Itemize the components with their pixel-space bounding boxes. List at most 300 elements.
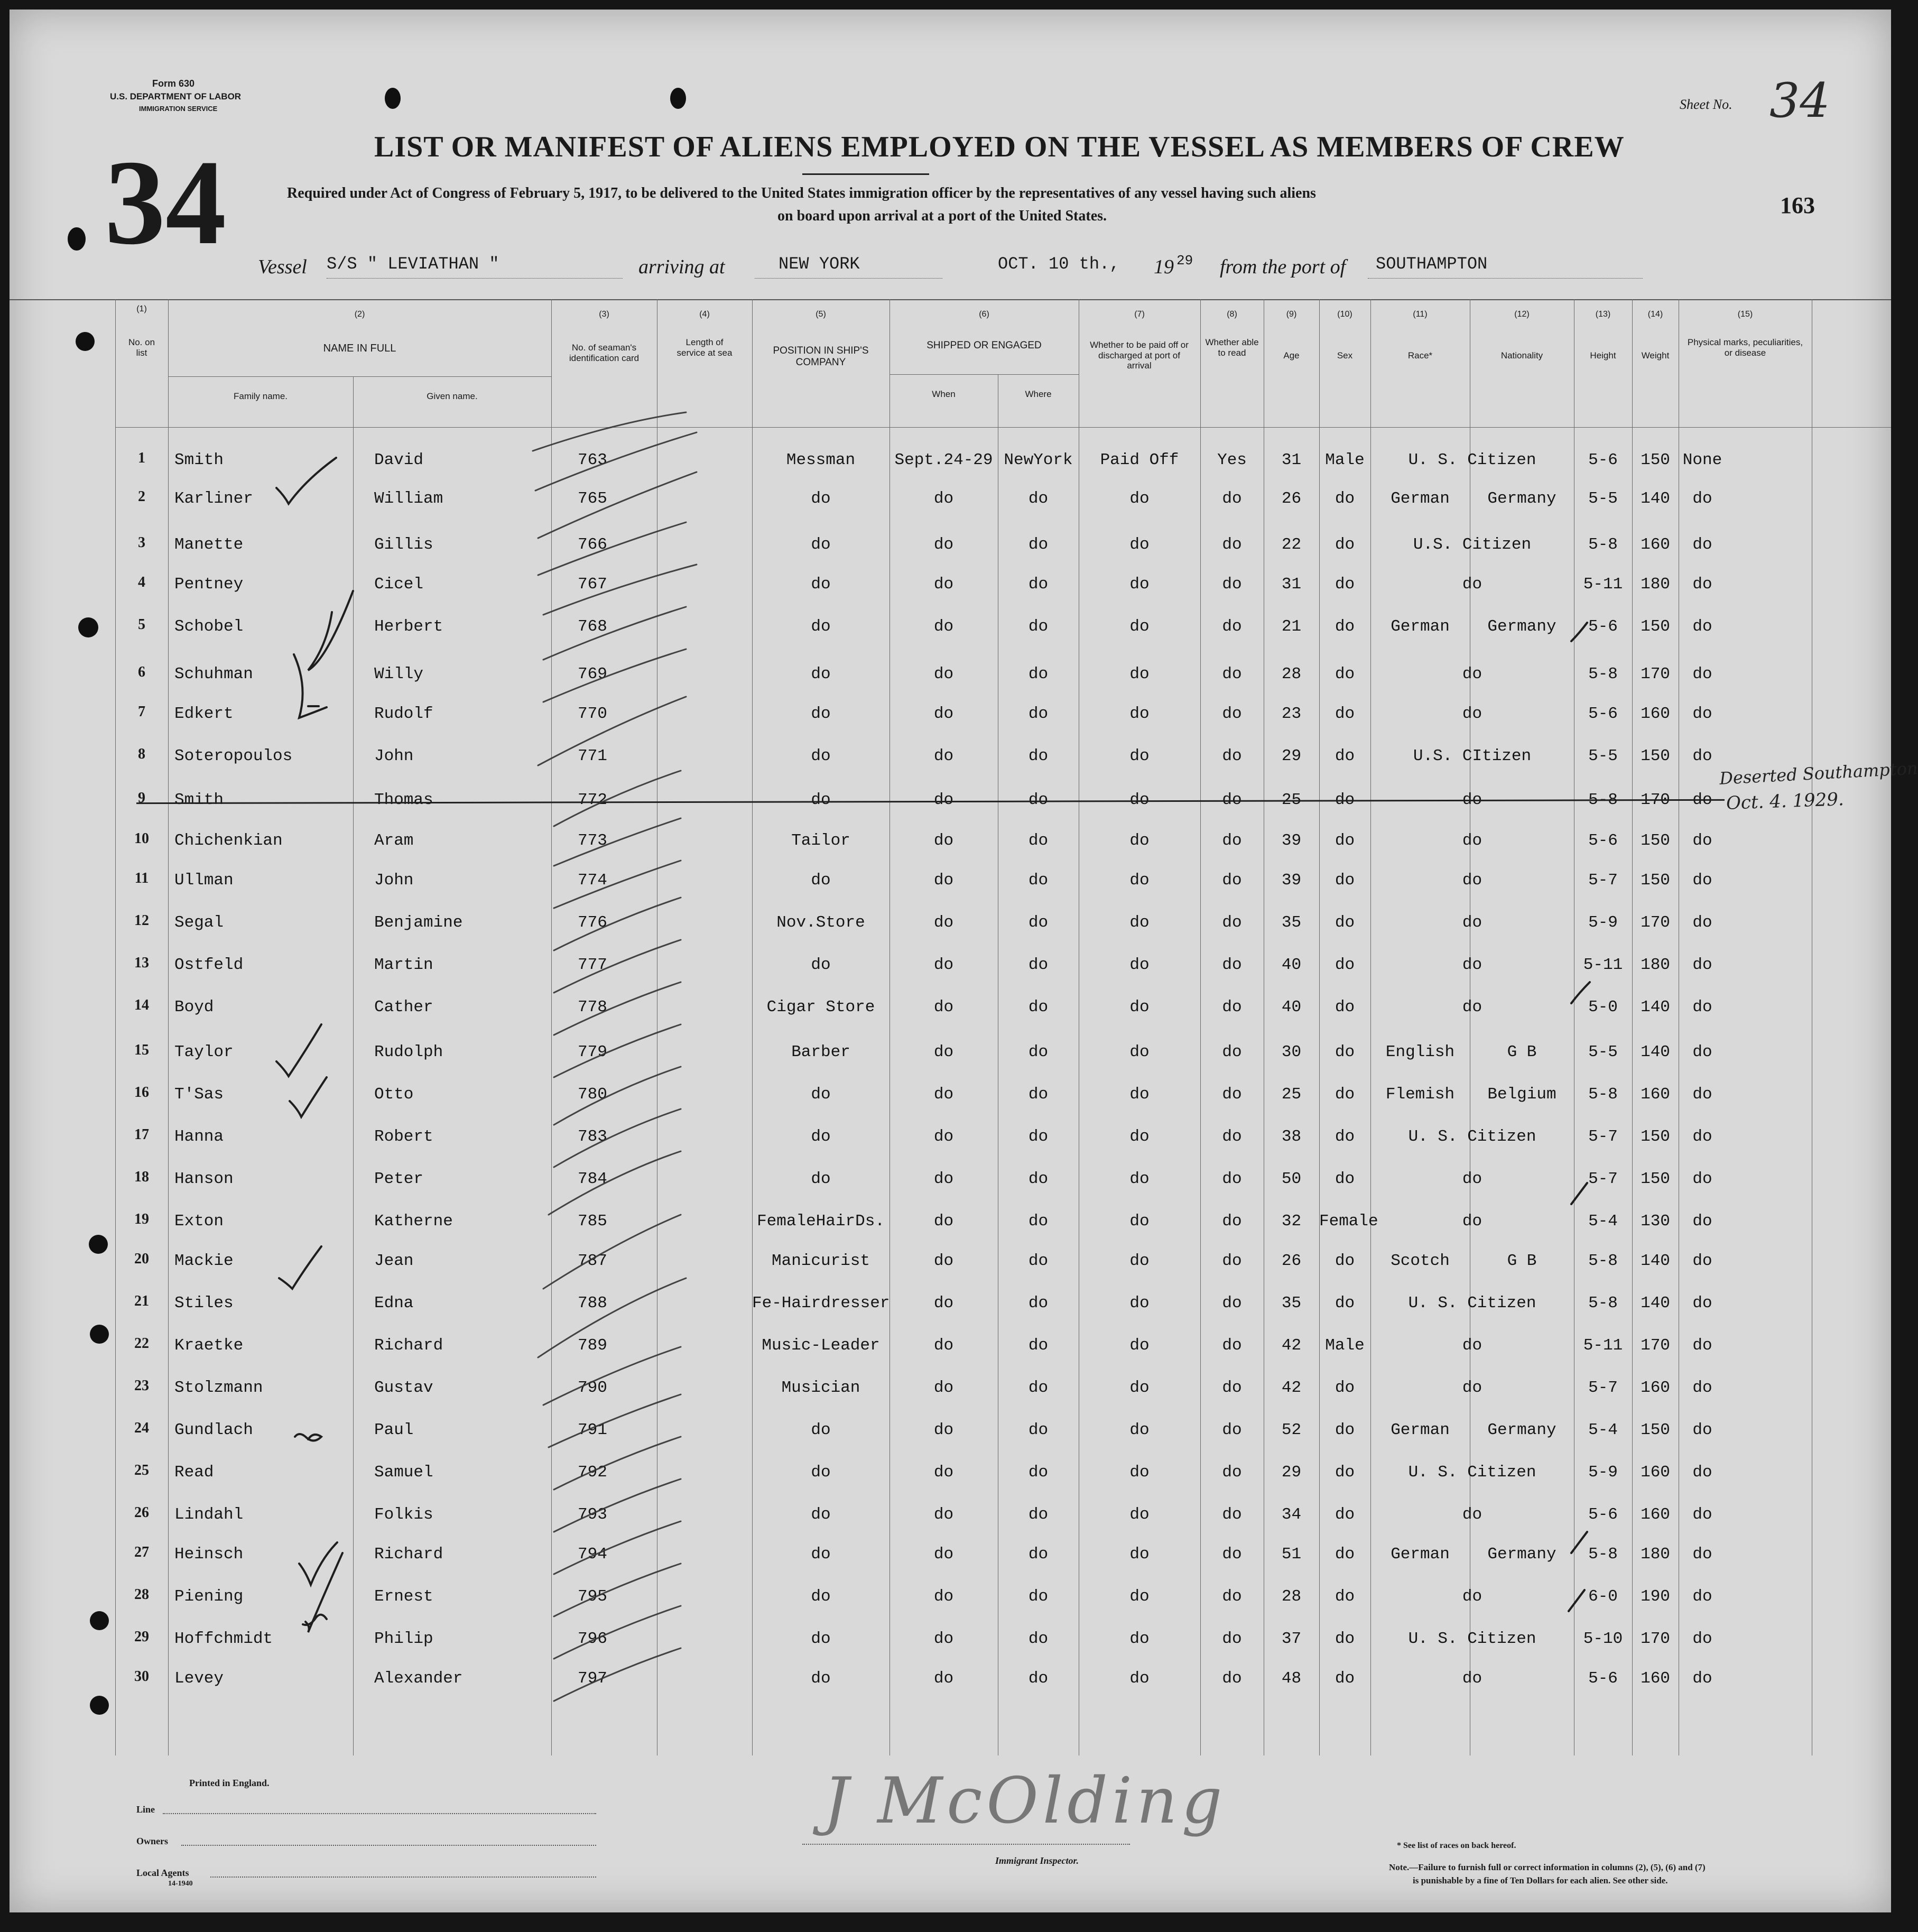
vessel-name: S/S " LEVIATHAN " bbox=[327, 254, 499, 274]
cell-family: Heinsch bbox=[174, 1545, 244, 1564]
cell-weight: 140 bbox=[1641, 489, 1670, 508]
punch-hole bbox=[89, 1235, 108, 1254]
cell-race: do bbox=[1462, 1336, 1482, 1355]
cell-when: do bbox=[933, 871, 954, 890]
cell-given: Ernest bbox=[374, 1587, 433, 1606]
cell-given: William bbox=[374, 489, 443, 508]
cell-given: Samuel bbox=[374, 1463, 433, 1482]
cell-paid: do bbox=[1129, 1669, 1150, 1688]
cell-read: do bbox=[1222, 956, 1242, 974]
cell-race: U. S. Citizen bbox=[1408, 1294, 1536, 1312]
row-number: 23 bbox=[134, 1378, 149, 1394]
cell-given: Cicel bbox=[374, 575, 424, 594]
cell-given: Otto bbox=[374, 1085, 414, 1104]
cell-position: do bbox=[811, 1545, 831, 1564]
cell-sex: do bbox=[1335, 705, 1355, 723]
row-number: 13 bbox=[134, 955, 149, 971]
cell-where: do bbox=[1028, 1463, 1049, 1482]
cell-weight: 150 bbox=[1641, 831, 1670, 850]
cell-read: do bbox=[1222, 1336, 1242, 1355]
cell-where: NewYork bbox=[1004, 451, 1073, 469]
cell-where: do bbox=[1028, 575, 1049, 594]
cell-position: do bbox=[811, 665, 831, 683]
cell-when: do bbox=[933, 535, 954, 554]
cell-weight: 150 bbox=[1641, 1421, 1670, 1439]
cell-paid: do bbox=[1129, 1587, 1150, 1606]
col-rule bbox=[1370, 299, 1371, 1755]
col10-header: Sex bbox=[1337, 350, 1353, 360]
cell-position: do bbox=[811, 1085, 831, 1104]
cell-age: 31 bbox=[1281, 451, 1302, 469]
cell-card: 788 bbox=[578, 1294, 607, 1312]
row-number: 4 bbox=[138, 574, 145, 590]
cell-weight: 160 bbox=[1641, 1505, 1670, 1524]
cell-family: T'Sas bbox=[174, 1085, 224, 1104]
penalty-note: is punishable by a fine of Ten Dollars for each alien. See other side. bbox=[1413, 1875, 1668, 1885]
cell-card: 793 bbox=[578, 1505, 607, 1524]
row-number: 3 bbox=[138, 534, 145, 551]
cell-race: U. S. Citizen bbox=[1408, 1463, 1536, 1482]
footer-owners-label: Owners bbox=[136, 1836, 168, 1846]
col-rule bbox=[752, 299, 753, 1755]
cell-where: do bbox=[1028, 747, 1049, 765]
cell-sex: do bbox=[1335, 1170, 1355, 1188]
cell-where: do bbox=[1028, 1545, 1049, 1564]
cell-position: do bbox=[811, 1505, 831, 1524]
cell-given: Philip bbox=[374, 1630, 433, 1648]
cell-weight: 170 bbox=[1641, 1630, 1670, 1648]
cell-family: Taylor bbox=[174, 1043, 234, 1061]
cell-when: do bbox=[933, 1336, 954, 1355]
cell-race: do bbox=[1462, 575, 1482, 594]
cell-position: do bbox=[811, 1463, 831, 1482]
deserted-note: Deserted Southampton bbox=[1719, 758, 1918, 789]
cell-age: 34 bbox=[1281, 1505, 1302, 1524]
cell-when: do bbox=[933, 1379, 954, 1397]
cell-weight: 150 bbox=[1641, 617, 1670, 636]
cell-marks: do bbox=[1692, 1587, 1712, 1606]
cell-weight: 130 bbox=[1641, 1212, 1670, 1231]
cell-family: Segal bbox=[174, 913, 224, 932]
row-number: 6 bbox=[138, 664, 145, 680]
cell-height: 5-8 bbox=[1588, 1545, 1618, 1564]
form-title: LIST OR MANIFEST OF ALIENS EMPLOYED ON THE VESSEL AS MEMBERS OF CREW bbox=[374, 131, 1625, 163]
cell-sex: do bbox=[1335, 575, 1355, 594]
cell-paid: do bbox=[1129, 535, 1150, 554]
cell-weight: 170 bbox=[1641, 1336, 1670, 1355]
cell-weight: 150 bbox=[1641, 871, 1670, 890]
arriving-label: arriving at bbox=[638, 256, 725, 278]
cell-family: Manette bbox=[174, 535, 244, 554]
cell-marks: do bbox=[1692, 1379, 1712, 1397]
cell-age: 26 bbox=[1281, 489, 1302, 508]
cell-weight: 150 bbox=[1641, 1170, 1670, 1188]
vessel-line-rule bbox=[327, 278, 623, 279]
cell-race: do bbox=[1462, 705, 1482, 723]
cell-position: Tailor bbox=[791, 831, 850, 850]
punch-hole bbox=[76, 332, 95, 351]
cell-when: do bbox=[933, 575, 954, 594]
cell-weight: 180 bbox=[1641, 956, 1670, 974]
cell-nationality: G B bbox=[1507, 1043, 1537, 1061]
big-sheet-number: 34 bbox=[105, 135, 226, 270]
cell-family: Smith bbox=[174, 451, 224, 469]
cell-read: do bbox=[1222, 1421, 1242, 1439]
cell-when: do bbox=[933, 831, 954, 850]
cell-given: Martin bbox=[374, 956, 433, 974]
cell-read: do bbox=[1222, 913, 1242, 932]
cell-when: Sept.24-29 bbox=[894, 451, 993, 469]
cell-when: do bbox=[933, 1252, 954, 1270]
cell-height: 5-9 bbox=[1588, 1463, 1618, 1482]
punch-hole bbox=[90, 1696, 109, 1715]
cell-race: U. S. Citizen bbox=[1408, 1127, 1536, 1146]
cell-weight: 170 bbox=[1641, 913, 1670, 932]
cell-height: 5-5 bbox=[1588, 747, 1618, 765]
cell-where: do bbox=[1028, 998, 1049, 1016]
cell-height: 6-0 bbox=[1588, 1587, 1618, 1606]
cell-family: Hanna bbox=[174, 1127, 224, 1146]
col2-number: (2) bbox=[354, 310, 365, 319]
cell-sex: do bbox=[1335, 1463, 1355, 1482]
cell-race: Scotch bbox=[1391, 1252, 1450, 1270]
cell-card: 780 bbox=[578, 1085, 607, 1104]
col-rule bbox=[1200, 299, 1201, 1755]
cell-age: 51 bbox=[1281, 1545, 1302, 1564]
cell-race: German bbox=[1391, 489, 1450, 508]
immigrant-inspector-label: Immigrant Inspector. bbox=[995, 1855, 1079, 1866]
footer-form-code: 14-1940 bbox=[168, 1880, 193, 1888]
col1-header: No. on list bbox=[128, 337, 155, 358]
cell-age: 48 bbox=[1281, 1669, 1302, 1688]
cell-weight: 170 bbox=[1641, 665, 1670, 683]
cell-paid: do bbox=[1129, 1127, 1150, 1146]
year-suffix: 29 bbox=[1176, 253, 1193, 269]
header-bottom-rule bbox=[115, 427, 1891, 428]
cell-sex: do bbox=[1335, 1587, 1355, 1606]
cell-age: 50 bbox=[1281, 1170, 1302, 1188]
cell-family: Stolzmann bbox=[174, 1379, 263, 1397]
cell-age: 25 bbox=[1281, 1085, 1302, 1104]
cell-when: do bbox=[933, 1043, 954, 1061]
inspector-signature: J McOlding bbox=[823, 1764, 1227, 1838]
form-number: Form 630 bbox=[152, 78, 195, 89]
row-number: 29 bbox=[134, 1629, 149, 1645]
cell-family: Chichenkian bbox=[174, 831, 283, 850]
cell-paid: do bbox=[1129, 1379, 1150, 1397]
row-number: 18 bbox=[134, 1169, 149, 1185]
cell-marks: do bbox=[1692, 956, 1712, 974]
cell-where: do bbox=[1028, 956, 1049, 974]
cell-paid: do bbox=[1129, 1043, 1150, 1061]
cell-card: 771 bbox=[578, 747, 607, 765]
cell-where: do bbox=[1028, 1212, 1049, 1231]
arrival-date: OCT. 10 th., bbox=[998, 254, 1120, 274]
cell-position: do bbox=[811, 1127, 831, 1146]
col-rule bbox=[889, 299, 890, 1755]
cell-marks: do bbox=[1692, 1630, 1712, 1648]
col12-number: (12) bbox=[1514, 310, 1530, 319]
cell-race: do bbox=[1462, 913, 1482, 932]
row-number: 27 bbox=[134, 1544, 149, 1560]
row-number: 28 bbox=[134, 1586, 149, 1603]
cell-where: do bbox=[1028, 831, 1049, 850]
cell-card: 795 bbox=[578, 1587, 607, 1606]
col15-number: (15) bbox=[1737, 310, 1753, 319]
cell-weight: 180 bbox=[1641, 1545, 1670, 1564]
cell-height: 5-4 bbox=[1588, 1421, 1618, 1439]
cell-age: 28 bbox=[1281, 665, 1302, 683]
col5-header: POSITION IN SHIP'S COMPANY bbox=[773, 345, 869, 368]
cell-weight: 170 bbox=[1641, 791, 1670, 809]
cell-where: do bbox=[1028, 1170, 1049, 1188]
punch-hole bbox=[78, 617, 98, 637]
cell-marks: do bbox=[1692, 1127, 1712, 1146]
cell-position: do bbox=[811, 871, 831, 890]
cell-read: do bbox=[1222, 1170, 1242, 1188]
cell-height: 5-11 bbox=[1583, 1336, 1623, 1355]
cell-height: 5-5 bbox=[1588, 489, 1618, 508]
cell-height: 5-9 bbox=[1588, 913, 1618, 932]
cell-race: do bbox=[1462, 791, 1482, 809]
cell-paid: do bbox=[1129, 1212, 1150, 1231]
cell-given: Jean bbox=[374, 1252, 414, 1270]
cell-age: 42 bbox=[1281, 1336, 1302, 1355]
cell-sex: do bbox=[1335, 871, 1355, 890]
cell-sex: do bbox=[1335, 956, 1355, 974]
cell-sex: do bbox=[1335, 791, 1355, 809]
cell-marks: do bbox=[1692, 1505, 1712, 1524]
cell-marks: do bbox=[1692, 913, 1712, 932]
cell-read: Yes bbox=[1217, 451, 1247, 469]
punch-hole bbox=[385, 88, 401, 109]
cell-weight: 160 bbox=[1641, 705, 1670, 723]
cell-race: German bbox=[1391, 617, 1450, 636]
cell-family: Kraetke bbox=[174, 1336, 244, 1355]
cell-sex: do bbox=[1335, 1043, 1355, 1061]
cell-paid: do bbox=[1129, 575, 1150, 594]
cell-card: 794 bbox=[578, 1545, 607, 1564]
cell-race: do bbox=[1462, 831, 1482, 850]
cell-age: 23 bbox=[1281, 705, 1302, 723]
cell-height: 5-0 bbox=[1588, 998, 1618, 1016]
col14-header: Weight bbox=[1641, 350, 1670, 360]
cell-marks: do bbox=[1692, 1212, 1712, 1231]
cell-marks: do bbox=[1692, 1252, 1712, 1270]
cell-given: Folkis bbox=[374, 1505, 433, 1524]
row-number: 8 bbox=[138, 746, 145, 762]
cell-sex: do bbox=[1335, 1545, 1355, 1564]
cell-paid: do bbox=[1129, 1421, 1150, 1439]
cell-position: FemaleHairDs. bbox=[757, 1212, 885, 1231]
deserted-date: Oct. 4. 1929. bbox=[1726, 789, 1845, 814]
cell-marks: do bbox=[1692, 1669, 1712, 1688]
cell-paid: do bbox=[1129, 1170, 1150, 1188]
cell-height: 5-8 bbox=[1588, 1294, 1618, 1312]
cell-weight: 140 bbox=[1641, 998, 1670, 1016]
col10-number: (10) bbox=[1337, 310, 1352, 319]
cell-paid: do bbox=[1129, 998, 1150, 1016]
row-number: 26 bbox=[134, 1504, 149, 1521]
cell-card: 770 bbox=[578, 705, 607, 723]
cell-where: do bbox=[1028, 665, 1049, 683]
cell-read: do bbox=[1222, 575, 1242, 594]
from-label: from the port of bbox=[1220, 256, 1346, 278]
cell-paid: do bbox=[1129, 1085, 1150, 1104]
cell-card: 789 bbox=[578, 1336, 607, 1355]
col8-header: Whether able to read bbox=[1205, 337, 1259, 358]
cell-read: do bbox=[1222, 489, 1242, 508]
cell-family: Lindahl bbox=[174, 1505, 244, 1524]
service-name: IMMIGRATION SERVICE bbox=[139, 105, 218, 113]
cell-given: Katherne bbox=[374, 1212, 453, 1231]
cell-card: 776 bbox=[578, 913, 607, 932]
cell-height: 5-8 bbox=[1588, 1252, 1618, 1270]
cell-where: do bbox=[1028, 705, 1049, 723]
cell-age: 21 bbox=[1281, 617, 1302, 636]
cell-card: 792 bbox=[578, 1463, 607, 1482]
cell-height: 5-8 bbox=[1588, 791, 1618, 809]
cell-read: do bbox=[1222, 1294, 1242, 1312]
cell-card: 774 bbox=[578, 871, 607, 890]
cell-given: Edna bbox=[374, 1294, 414, 1312]
row-number: 14 bbox=[134, 997, 149, 1013]
table-top-rule bbox=[10, 299, 1891, 300]
cell-marks: do bbox=[1692, 535, 1712, 554]
cell-sex: do bbox=[1335, 831, 1355, 850]
cell-given: Herbert bbox=[374, 617, 443, 636]
cell-when: do bbox=[933, 1630, 954, 1648]
cell-card: 777 bbox=[578, 956, 607, 974]
manifest-page bbox=[10, 10, 1918, 1912]
sheet-label: Sheet No. bbox=[1680, 97, 1732, 112]
footer-line-label: Line bbox=[136, 1804, 155, 1815]
cell-given: Paul bbox=[374, 1421, 414, 1439]
row-number: 7 bbox=[138, 704, 145, 720]
cell-given: Gillis bbox=[374, 535, 433, 554]
col11-header: Race* bbox=[1407, 350, 1433, 360]
cell-height: 5-6 bbox=[1588, 1669, 1618, 1688]
cell-height: 5-5 bbox=[1588, 1043, 1618, 1061]
cell-position: do bbox=[811, 489, 831, 508]
col9-number: (9) bbox=[1286, 310, 1297, 319]
punch-hole bbox=[90, 1325, 109, 1344]
cell-paid: do bbox=[1129, 1630, 1150, 1648]
cell-family: Read bbox=[174, 1463, 214, 1482]
cell-card: 769 bbox=[578, 665, 607, 683]
cell-position: do bbox=[811, 1630, 831, 1648]
cell-weight: 140 bbox=[1641, 1294, 1670, 1312]
cell-family: Hanson bbox=[174, 1170, 234, 1188]
row-number: 2 bbox=[138, 488, 145, 505]
form-subtitle: on board upon arrival at a port of the United States. bbox=[777, 208, 1107, 224]
cell-read: do bbox=[1222, 871, 1242, 890]
cell-read: do bbox=[1222, 1463, 1242, 1482]
cell-read: do bbox=[1222, 1545, 1242, 1564]
where-header: Where bbox=[1025, 389, 1052, 399]
cell-sex: do bbox=[1335, 1630, 1355, 1648]
row-number: 17 bbox=[134, 1126, 149, 1143]
cell-read: do bbox=[1222, 705, 1242, 723]
cell-where: do bbox=[1028, 1379, 1049, 1397]
cell-given: Gustav bbox=[374, 1379, 433, 1397]
cell-age: 39 bbox=[1281, 831, 1302, 850]
col1-number: (1) bbox=[136, 304, 147, 313]
cell-sex: do bbox=[1335, 747, 1355, 765]
cell-height: 5-4 bbox=[1588, 1212, 1618, 1231]
cell-paid: do bbox=[1129, 791, 1150, 809]
cell-card: 790 bbox=[578, 1379, 607, 1397]
row-number: 21 bbox=[134, 1293, 149, 1309]
cell-weight: 160 bbox=[1641, 1463, 1670, 1482]
cell-when: do bbox=[933, 1212, 954, 1231]
vessel-label: Vessel bbox=[258, 256, 307, 278]
cell-position: do bbox=[811, 1421, 831, 1439]
col8-number: (8) bbox=[1227, 310, 1237, 319]
cell-read: do bbox=[1222, 665, 1242, 683]
cell-where: do bbox=[1028, 535, 1049, 554]
cell-family: Smith bbox=[174, 791, 224, 809]
col4-number: (4) bbox=[699, 310, 710, 319]
from-port: SOUTHAMPTON bbox=[1376, 254, 1488, 274]
footer-agents-rule bbox=[210, 1876, 596, 1878]
shipped-header-rule bbox=[889, 374, 1079, 375]
race-note: * See list of races on back hereof. bbox=[1397, 1841, 1516, 1850]
cell-height: 5-11 bbox=[1583, 575, 1623, 594]
cell-marks: do bbox=[1692, 831, 1712, 850]
cell-given: Richard bbox=[374, 1545, 443, 1564]
cell-read: do bbox=[1222, 1252, 1242, 1270]
cell-race: do bbox=[1462, 1379, 1482, 1397]
cell-marks: do bbox=[1692, 791, 1712, 809]
cell-height: 5-6 bbox=[1588, 451, 1618, 469]
cell-race: do bbox=[1462, 665, 1482, 683]
cell-given: Benjamine bbox=[374, 913, 463, 932]
cell-height: 5-8 bbox=[1588, 665, 1618, 683]
cell-sex: Female bbox=[1319, 1212, 1378, 1231]
cell-card: 785 bbox=[578, 1212, 607, 1231]
cell-race: U. S. Citizen bbox=[1408, 1630, 1536, 1648]
cell-height: 5-7 bbox=[1588, 1170, 1618, 1188]
cell-weight: 160 bbox=[1641, 1379, 1670, 1397]
cell-height: 5-6 bbox=[1588, 1505, 1618, 1524]
cell-family: Ostfeld bbox=[174, 956, 244, 974]
cell-read: do bbox=[1222, 1043, 1242, 1061]
cell-marks: do bbox=[1692, 1421, 1712, 1439]
cell-card: 765 bbox=[578, 489, 607, 508]
cell-marks: None bbox=[1682, 451, 1722, 469]
col2-header: NAME IN FULL bbox=[323, 343, 396, 354]
cell-where: do bbox=[1028, 1252, 1049, 1270]
col-rule bbox=[551, 299, 552, 1755]
cell-paid: do bbox=[1129, 489, 1150, 508]
col13-number: (13) bbox=[1595, 310, 1611, 319]
cell-card: 773 bbox=[578, 831, 607, 850]
cell-family: Karliner bbox=[174, 489, 253, 508]
cell-age: 29 bbox=[1281, 1463, 1302, 1482]
cell-sex: do bbox=[1335, 1505, 1355, 1524]
cell-sex: do bbox=[1335, 998, 1355, 1016]
cell-age: 25 bbox=[1281, 791, 1302, 809]
cell-sex: do bbox=[1335, 489, 1355, 508]
cell-nationality: Germany bbox=[1487, 617, 1556, 636]
cell-read: do bbox=[1222, 1379, 1242, 1397]
cell-read: do bbox=[1222, 998, 1242, 1016]
cell-sex: do bbox=[1335, 1379, 1355, 1397]
cell-age: 30 bbox=[1281, 1043, 1302, 1061]
cell-age: 37 bbox=[1281, 1630, 1302, 1648]
cell-sex: Male bbox=[1325, 1336, 1365, 1355]
